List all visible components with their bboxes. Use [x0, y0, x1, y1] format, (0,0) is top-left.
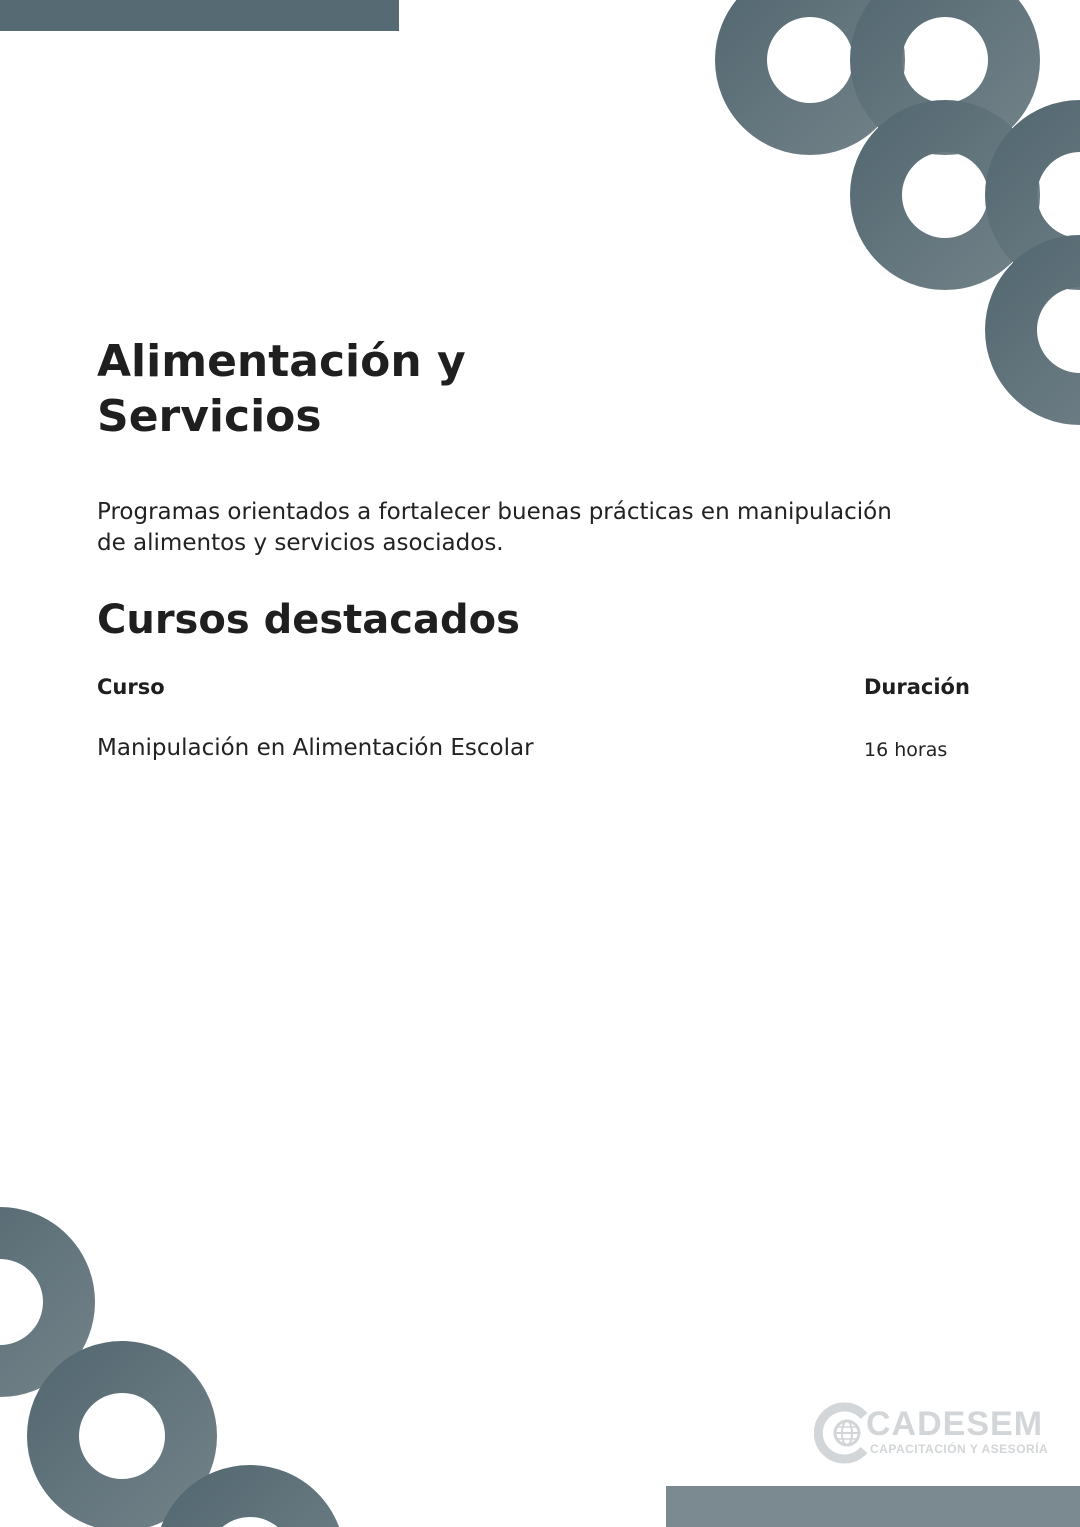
- decorative-chain-bottom-left: [0, 1200, 360, 1527]
- course-name-cell: Manipulación en Alimentación Escolar: [97, 735, 534, 761]
- page-title-line-2: Servicios: [97, 391, 322, 442]
- intro-line-1: Programas orientados a fortalecer buenas prácticas en manipulación: [97, 499, 892, 525]
- column-header-course: Curso: [97, 675, 165, 699]
- column-header-duration: Duración: [864, 675, 970, 699]
- section-title: Cursos destacados: [97, 597, 520, 643]
- logo-brand-name: CADESEM: [866, 1405, 1044, 1443]
- intro-paragraph: [97, 497, 997, 559]
- page-title-line-1: Alimentación y: [97, 336, 466, 387]
- intro-line-2: de alimentos y servicios asociados.: [97, 530, 504, 556]
- bottom-accent-bar: [666, 1486, 1080, 1527]
- logo-tagline: CAPACITACIÓN Y ASESORÍA: [870, 1442, 1049, 1456]
- course-duration-cell: 16 horas: [864, 739, 948, 761]
- company-logo: [814, 1402, 1050, 1468]
- page-title: [97, 334, 797, 444]
- top-accent-bar: [0, 0, 399, 31]
